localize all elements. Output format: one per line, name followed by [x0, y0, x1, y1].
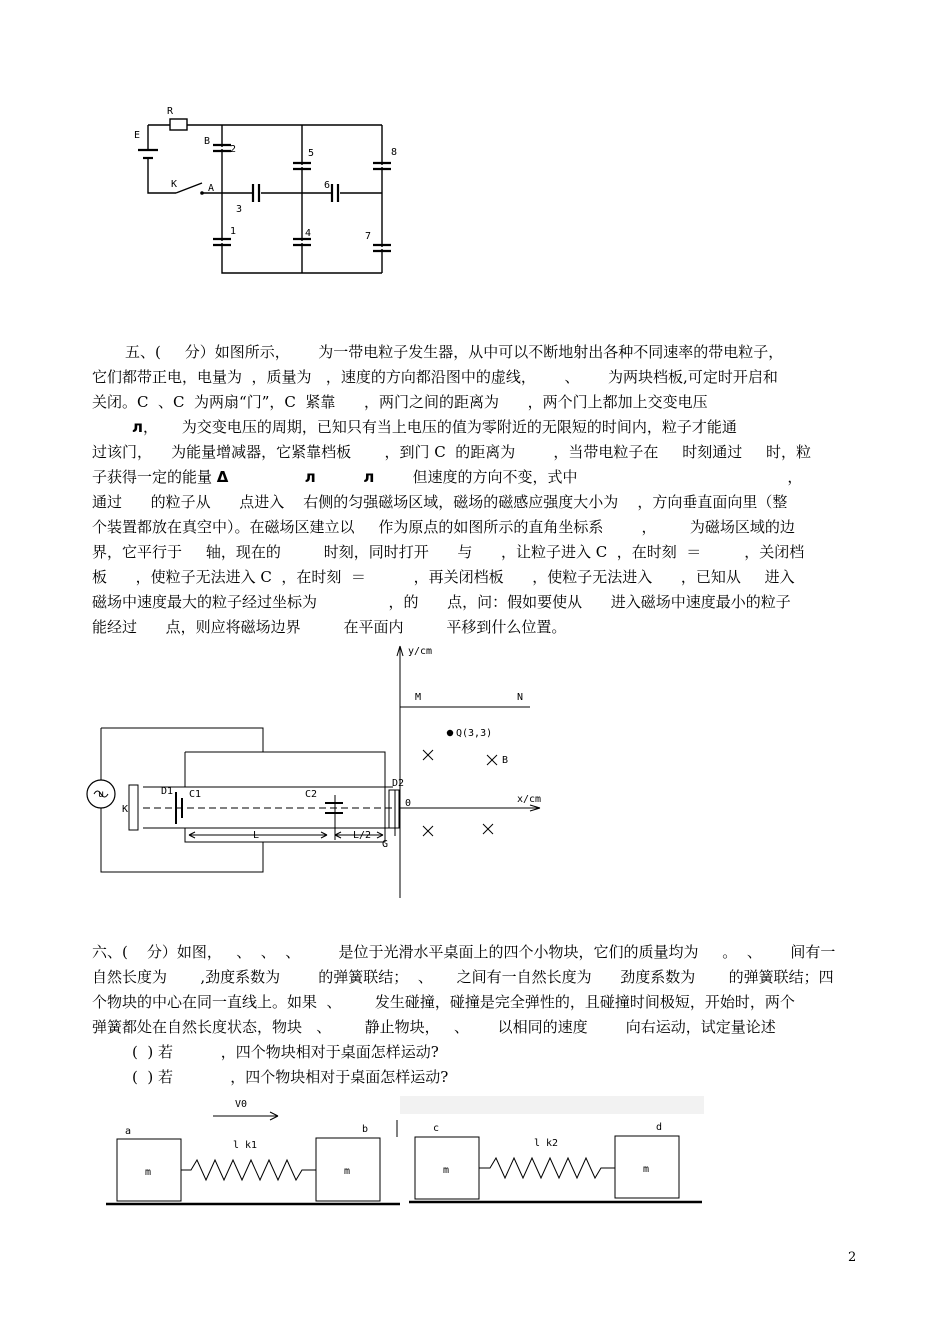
label-block-d: d: [656, 1122, 663, 1133]
label-Q: Q(3,3): [456, 728, 493, 739]
label-L: L: [253, 830, 260, 841]
label-x-axis: x/cm: [517, 794, 542, 805]
label-D2: D2: [392, 778, 405, 789]
label-cap-1: 1: [230, 226, 237, 237]
label-mass-c: m: [443, 1165, 450, 1176]
label-cap-4: 4: [305, 228, 312, 239]
p6-line-2: 自然长度为 ,劲度系数为 的弹簧联结； 、 之间有一自然长度为 劲度系数为 的弹簧联结；四: [92, 968, 834, 986]
label-C2: C2: [305, 789, 318, 800]
label-u: u: [98, 789, 105, 800]
label-block-b: b: [362, 1124, 369, 1135]
page-number: 2: [848, 1250, 857, 1265]
p5-line-11: 磁场中速度最大的粒子经过坐标为 ，的 点，问：假如要使从 进入磁场中速度最小的粒子: [92, 593, 791, 611]
p5-line-4-text: ， 为交变电压的周期，已知只有当上电压的值为零附近的无限短的时间内，粒子才能通: [143, 418, 737, 436]
label-cap-3: 3: [236, 204, 243, 215]
label-V0: V0: [235, 1099, 248, 1110]
particle-accelerator-diagram: [85, 640, 555, 900]
label-block-c: c: [433, 1123, 440, 1134]
p5-line-6-text-a: 子获得一定的能量: [92, 468, 213, 486]
label-R: R: [167, 106, 174, 117]
label-cap-5: 5: [308, 148, 315, 159]
label-B-field: B: [502, 755, 509, 766]
label-L-half: L/2: [353, 830, 372, 841]
label-A: A: [208, 183, 215, 194]
p5-line-3: 关闭。C 、C 为两扇“门”，C 紧靠 ，两门之间的距离为 ，两个门上都加上交变电压: [92, 393, 708, 411]
label-block-a: a: [125, 1126, 132, 1137]
p6-line-3: 个物块的中心在同一直线上。如果 、 发生碰撞，碰撞是完全弹性的，且碰撞时间极短，开始时，两个: [92, 993, 795, 1011]
p5-line-4: [132, 415, 737, 440]
label-M: M: [415, 692, 422, 703]
label-C1: C1: [189, 789, 202, 800]
label-cap-7: 7: [365, 231, 372, 242]
label-spring-2: l k2: [534, 1138, 559, 1149]
p5-line-10: 板 ，使粒子无法进入 C ，在时刻 ＝ ，再关闭档板 ，使粒子无法进入 ，已知从 进入: [92, 568, 795, 586]
symbol-pi: л: [304, 468, 316, 486]
capacitor-circuit-diagram: [120, 95, 420, 285]
label-y-axis: y/cm: [408, 646, 433, 657]
p5-line-2: 它们都带正电，电量为 ，质量为 ，速度的方向都沿图中的虚线， 、 为两块档板,可定时开启和: [92, 368, 778, 386]
p6-question-2: ( ) 若 ，四个物块相对于桌面怎样运动?: [132, 1068, 449, 1086]
p5-line-9: 界，它平行于 轴，现在的 时刻，同时打开 与 ，让粒子进入 C ，在时刻 ＝ ，关闭档: [92, 543, 805, 561]
p5-line-6-text-b: 但速度的方向不变，式中 ，: [412, 468, 803, 486]
label-cap-8: 8: [391, 147, 398, 158]
label-mass-b: m: [344, 1166, 351, 1177]
label-cap-6: 6: [324, 180, 331, 191]
p5-line-7: 通过 的粒子从 点进入 右侧的匀强磁场区域，磁场的磁感应强度大小为 ，方向垂直面向里（整: [92, 493, 788, 511]
label-cap-2: 2: [230, 144, 237, 155]
p5-line-8: 个装置都放在真空中）。在磁场区建立以 作为原点的如图所示的直角坐标系 ， 为磁场区域的边: [92, 518, 795, 536]
p5-line-1: 五、( 分）如图所示， 为一带电粒子发生器，从中可以不断地射出各种不同速率的带电粒子，: [125, 343, 784, 361]
p6-question-1: ( ) 若 ，四个物块相对于桌面怎样运动?: [132, 1043, 439, 1061]
label-B: B: [204, 136, 211, 147]
spring-blocks-diagram: [100, 1092, 705, 1217]
label-G: G: [382, 839, 389, 850]
label-origin: 0: [405, 798, 412, 809]
p5-line-6: [92, 465, 802, 490]
label-K: K: [171, 179, 178, 190]
symbol-delta: Δ: [216, 468, 229, 486]
label-N: N: [517, 692, 524, 703]
p6-line-1: 六、( 分）如图， 、 、 、 是位于光滑水平桌面上的四个小物块，它们的质量均为 。 、 间有一: [92, 943, 836, 961]
symbol-pi: л: [132, 418, 143, 436]
label-spring-1: l k1: [233, 1140, 258, 1151]
label-mass-d: m: [643, 1164, 650, 1175]
p6-line-4: 弹簧都处在自然长度状态，物块 、 静止物块， 、 以相同的速度 向右运动，试定量论述: [92, 1018, 776, 1036]
p5-line-12: 能经过 点，则应将磁场边界 在平面内 平移到什么位置。: [92, 618, 567, 636]
label-D1: D1: [161, 786, 174, 797]
label-E: E: [134, 130, 141, 141]
label-mass-a: m: [145, 1167, 152, 1178]
symbol-pi: л: [363, 468, 375, 486]
p5-line-5: 过该门， 为能量增减器，它紧靠档板 ，到门 C 的距离为 ，当带电粒子在 时刻通过 时，粒: [92, 443, 812, 461]
label-K-generator: K: [122, 804, 129, 815]
